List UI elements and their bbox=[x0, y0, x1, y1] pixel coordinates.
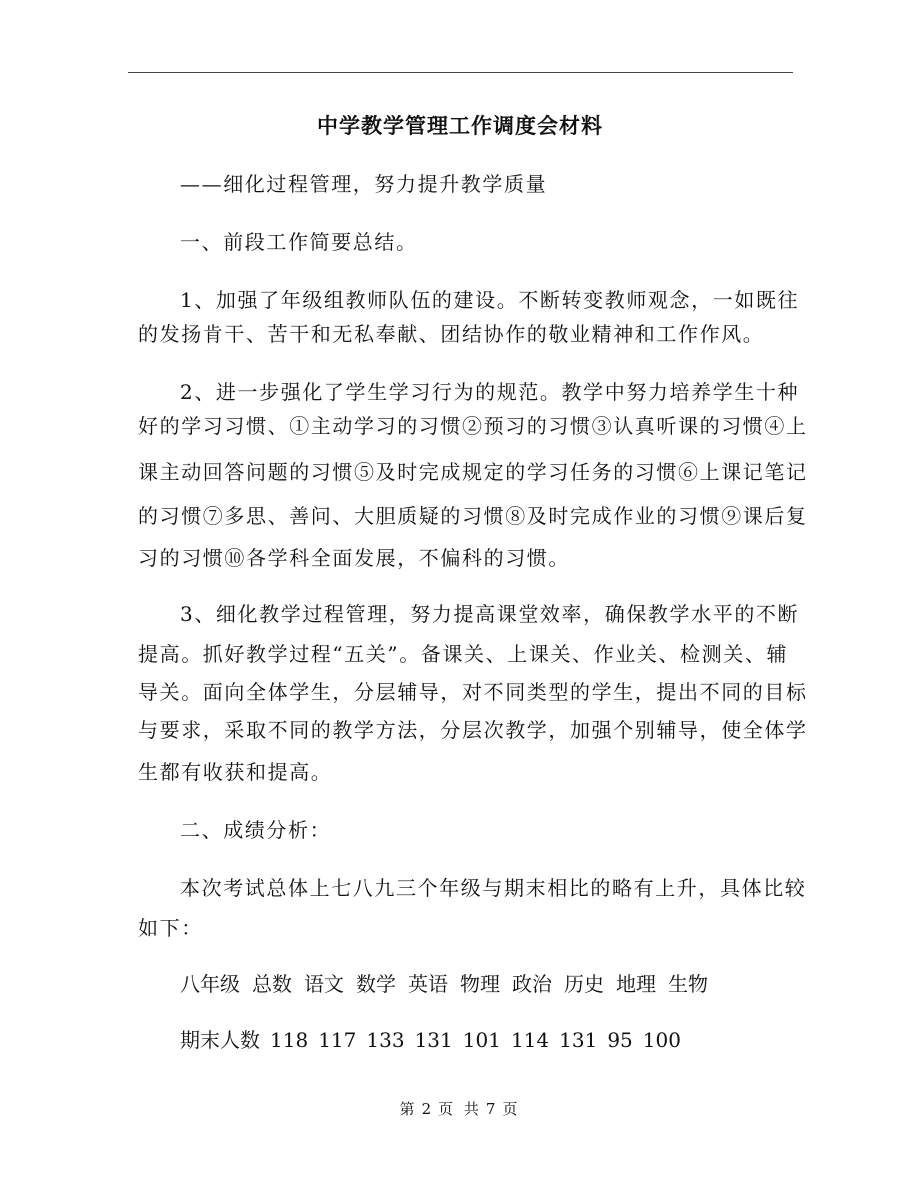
table-cell: 117 bbox=[318, 1028, 357, 1052]
paragraph-4-line: 本次考试总体上七八九三个年级与期末相比的略有上升，具体比较 bbox=[180, 876, 807, 900]
table-header-cell: 历史 bbox=[564, 972, 604, 996]
paragraph-1-line: 的发扬肯干、苦干和无私奉献、团结协作的敬业精神和工作作风。 bbox=[138, 322, 765, 346]
table-header-cell: 八年级 bbox=[180, 972, 240, 996]
score-table-header bbox=[180, 972, 708, 996]
paragraph-3-line: 提高。抓好教学过程“五关”。备课关、上课关、作业关、检测关、辅 bbox=[138, 642, 789, 666]
footer-middle: 页 共 bbox=[438, 1100, 482, 1118]
table-cell: 100 bbox=[642, 1028, 681, 1052]
document-title: 中学教学管理工作调度会材料 bbox=[317, 113, 603, 138]
table-header-cell: 生物 bbox=[668, 972, 708, 996]
table-cell: 133 bbox=[366, 1028, 405, 1052]
table-cell: 131 bbox=[559, 1028, 598, 1052]
subtitle: ——细化过程管理，努力提升教学质量 bbox=[180, 172, 548, 196]
table-header-cell: 英语 bbox=[408, 972, 448, 996]
paragraph-3-line: 生都有收获和提高。 bbox=[138, 760, 333, 784]
page-footer bbox=[0, 1098, 920, 1119]
footer-suffix: 页 bbox=[502, 1100, 521, 1118]
table-cell: 101 bbox=[462, 1028, 501, 1052]
section-heading-1: 一、前段工作简要总结。 bbox=[180, 230, 418, 254]
table-cell: 95 bbox=[607, 1028, 633, 1052]
paragraph-3-line: 与要求，采取不同的教学方法，分层次教学，加强个别辅导，使全体学 bbox=[138, 718, 808, 742]
paragraph-2-line: 习的习惯⑩各学科全面发展，不偏科的习惯。 bbox=[138, 546, 570, 570]
paragraph-2-line: 的习惯⑦多思、善问、大胆质疑的习惯⑧及时完成作业的习惯⑨课后复 bbox=[138, 504, 808, 528]
section-heading-2: 二、成绩分析： bbox=[180, 818, 332, 842]
paragraph-1-line: 1、加强了年级组教师队伍的建设。不断转变教师观念，一如既往 bbox=[180, 288, 800, 312]
table-header-cell: 政治 bbox=[512, 972, 552, 996]
table-header-cell: 物理 bbox=[460, 972, 500, 996]
paragraph-2-line: 好的学习习惯、①主动学习的习惯②预习的习惯③认真听课的习惯④上 bbox=[138, 414, 808, 438]
paragraph-3-line: 导关。面向全体学生，分层辅导，对不同类型的学生，提出不同的目标 bbox=[138, 680, 808, 704]
score-table-row bbox=[180, 1028, 681, 1052]
table-cell: 131 bbox=[414, 1028, 453, 1052]
paragraph-4-line: 如下： bbox=[138, 916, 203, 940]
page-number: 2 bbox=[421, 1100, 435, 1118]
total-pages: 7 bbox=[485, 1100, 499, 1118]
table-cell: 114 bbox=[510, 1028, 550, 1052]
paragraph-2-line: 2、进一步强化了学生学习行为的规范。教学中努力培养学生十种 bbox=[180, 380, 800, 404]
table-header-cell: 地理 bbox=[616, 972, 656, 996]
table-cell: 118 bbox=[270, 1028, 309, 1052]
table-cell: 期末人数 bbox=[180, 1028, 260, 1052]
table-header-cell: 数学 bbox=[356, 972, 396, 996]
header-rule bbox=[128, 72, 793, 73]
table-header-cell: 总数 bbox=[252, 972, 292, 996]
paragraph-2-line: 课主动回答问题的习惯⑤及时完成规定的学习任务的习惯⑥上课记笔记 bbox=[138, 460, 808, 484]
paragraph-3-line: 3、细化教学过程管理，努力提高课堂效率，确保教学水平的不断 bbox=[180, 602, 800, 626]
footer-prefix: 第 bbox=[399, 1100, 418, 1118]
table-header-cell: 语文 bbox=[304, 972, 344, 996]
